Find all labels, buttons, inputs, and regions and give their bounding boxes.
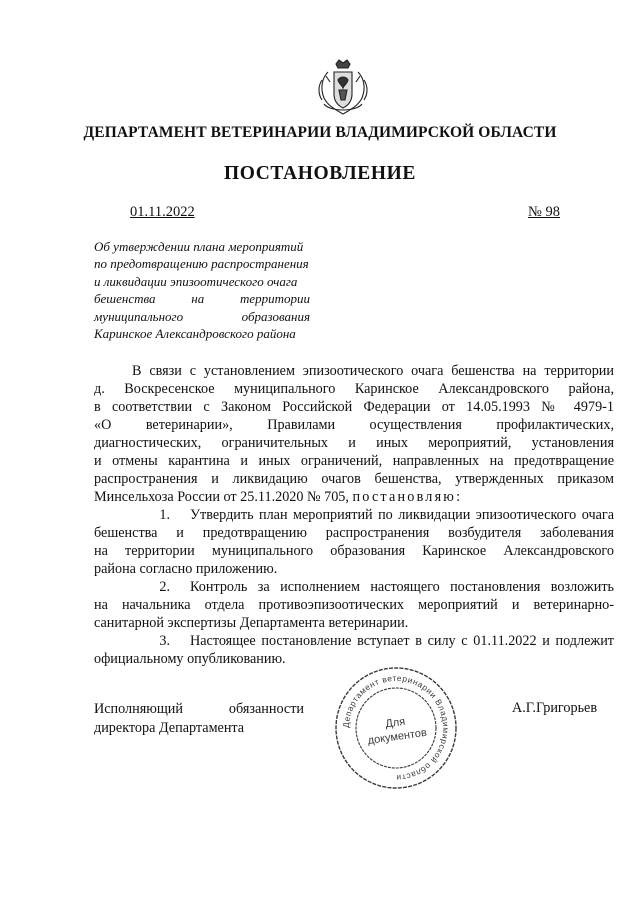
body-line: санитарной экспертизы Департамента ветеринарии. xyxy=(94,615,409,631)
item-text: Контроль за исполнением настоящего постановления возложить xyxy=(190,579,614,595)
document-number: № 98 xyxy=(528,204,560,220)
subject-line: и ликвидации эпизоотического очага xyxy=(94,273,298,289)
body-text: Минсельхоза России от 25.11.2020 № 705, xyxy=(94,489,349,505)
subject-line: Об утверждении плана мероприятий xyxy=(94,239,304,254)
document-subject xyxy=(94,238,310,342)
item-number: 2. xyxy=(159,579,170,595)
body-line: в соответствии с Законом Российской Федерации от 14.05.1993 № 4979-1 xyxy=(94,399,614,415)
body-line: распространения и ликвидацию очагов бешенства, утвержденных приказом xyxy=(94,471,614,487)
stamp-center-line: Для xyxy=(384,715,406,731)
body-line: и отмены карантина и иных ограничений, направленных на предотвращение xyxy=(94,453,614,469)
list-item xyxy=(94,632,614,650)
item-text: Настоящее постановление вступает в силу с 01.11.2022 и подлежит xyxy=(190,633,614,649)
coat-of-arms-emblem xyxy=(314,58,372,118)
body-line: района согласно приложению. xyxy=(94,561,278,577)
decree-word: постановляю: xyxy=(352,489,463,505)
body-line: диагностических, ограничительных и иных мероприятий, установления xyxy=(94,435,614,451)
document-type-heading: ПОСТАНОВЛЕНИЕ xyxy=(223,163,417,184)
body-line: бешенства и предотвращению распространения возбудителя заболевания xyxy=(94,525,614,541)
body-line: «О ветеринарии», Правилами осуществления профилактических, xyxy=(94,417,614,433)
signatory-position xyxy=(94,700,304,738)
signatory-position-line: Исполняющий обязанности xyxy=(94,701,304,717)
stamp-center-line: документов xyxy=(366,726,428,747)
department-title: ДЕПАРТАМЕНТ ВЕТЕРИНАРИИ ВЛАДИМИРСКОЙ ОБЛАСТИ xyxy=(83,124,557,141)
item-number: 3. xyxy=(159,633,170,649)
body-line: В связи с установлением эпизоотического очага бешенства на территории xyxy=(132,363,614,379)
body-line: на территории муниципального образования Каринское Александровского xyxy=(94,543,614,559)
body-line xyxy=(94,488,614,506)
item-number: 1. xyxy=(159,507,170,523)
subject-line: Каринское Александровского района xyxy=(94,326,296,342)
list-item xyxy=(94,578,614,596)
document-date: 01.11.2022 xyxy=(130,204,195,220)
signatory-position-line: директора Департамента xyxy=(94,720,245,736)
body-line: на начальника отдела противоэпизоотических мероприятий и ветеринарно- xyxy=(94,597,614,613)
document-body xyxy=(94,362,614,668)
official-stamp xyxy=(332,664,460,792)
subject-line: муниципального образования xyxy=(94,308,310,324)
body-line: д. Воскресенское муниципального Каринское Александровского района, xyxy=(94,381,614,397)
subject-line: бешенства на территории xyxy=(94,291,310,307)
stamp-ring-text: Департамент ветеринарии Владимирской области xyxy=(340,672,452,784)
item-text: Утвердить план мероприятий по ликвидации эпизоотического очага xyxy=(190,507,614,523)
subject-line: по предотвращению распространения xyxy=(94,256,309,272)
signatory-name: А.Г.Григорьев xyxy=(512,700,598,716)
list-item xyxy=(94,506,614,524)
body-line: официальному опубликованию. xyxy=(94,651,286,667)
